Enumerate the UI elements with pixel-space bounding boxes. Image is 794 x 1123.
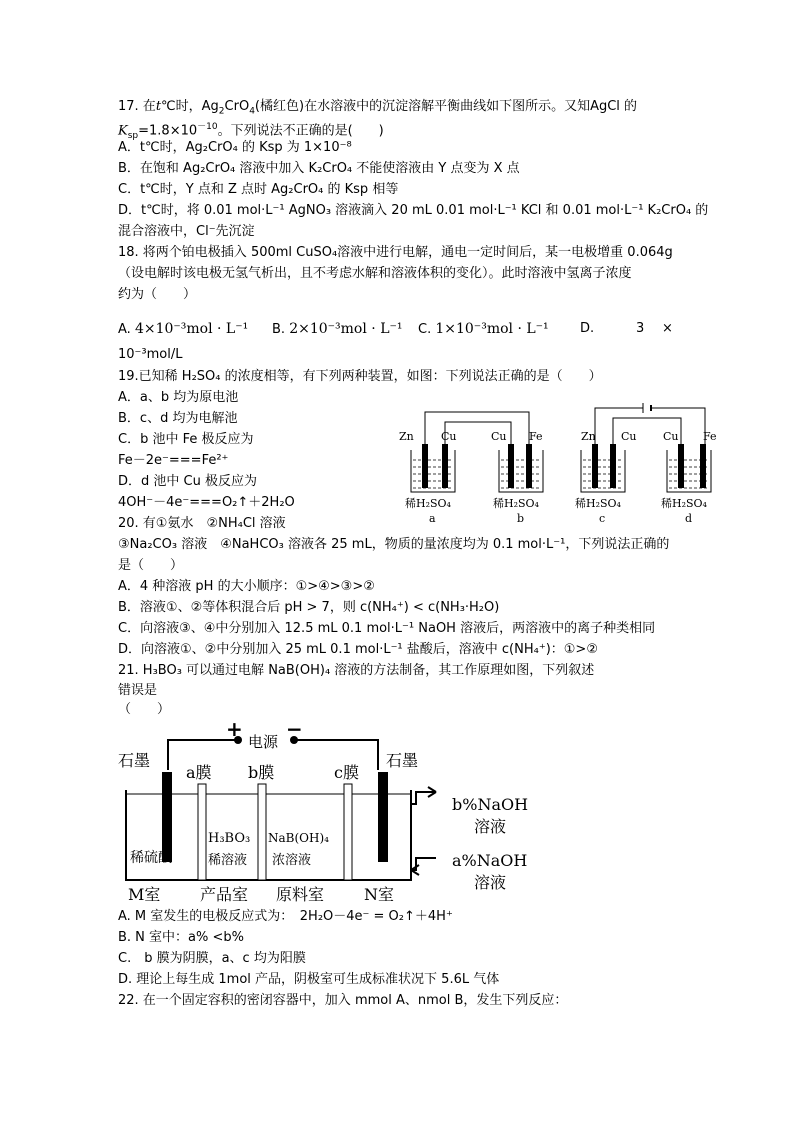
b-solution-label: 溶液 xyxy=(474,817,507,836)
label-fe-d: Fe xyxy=(703,430,717,443)
q18-option-a: A. 4×10⁻³mol · L⁻¹ xyxy=(118,321,249,337)
q18-option-d-times: × xyxy=(662,321,673,336)
b-membrane-label: b膜 xyxy=(248,763,275,782)
q18-stem-line2: （设电解时该电极无氢气析出，且不考虑水解和溶液体积的变化）。此时溶液中氢离子浓度 xyxy=(118,266,632,281)
power-plus: + xyxy=(226,720,243,741)
a-solution-label: 溶液 xyxy=(474,873,507,892)
q18-stem-line1: 18. 将两个铂电极插入 500ml CuSO₄溶液中进行电解，通电一定时间后，某一电极增重 0.064g xyxy=(118,245,673,260)
q19-stem: 19.已知稀 H₂SO₄ 的浓度相等，有下列两种装置，如图：下列说法正确的是（ ） xyxy=(118,369,602,384)
q17-option-d-line2: 混合溶液中，Cl⁻先沉淀 xyxy=(118,224,255,239)
q21-option-b: B. N 室中：a% <b% xyxy=(118,930,244,945)
q20-stem-line3: 是（ ） xyxy=(118,558,184,573)
q19-cells-figure xyxy=(395,400,735,530)
q19-option-c-line2: Fe－2e⁻===Fe²⁺ xyxy=(118,453,229,468)
q18-option-c: C. 1×10⁻³mol · L⁻¹ xyxy=(418,321,549,337)
label-acid-d: 稀H₂SO₄ xyxy=(661,497,707,510)
label-acid-c: 稀H₂SO₄ xyxy=(575,497,621,510)
q19-option-d-line1: D．d 池中 Cu 极反应为 xyxy=(118,474,257,489)
q18-option-d-coef: 3 xyxy=(636,321,645,336)
label-cu-b: Cu xyxy=(491,430,507,443)
a-membrane-label: a膜 xyxy=(186,763,212,782)
q17-option-a: A．t℃时，Ag₂CrO₄ 的 Ksp 为 1×10⁻⁸ xyxy=(118,140,352,155)
dilute-acid-label: 稀硫酸 xyxy=(130,850,172,866)
q19-option-b: B．c、d 均为电解池 xyxy=(118,411,238,426)
q21-stem-line3: （ ） xyxy=(118,702,171,717)
q20-option-d: D．向溶液①、②中分别加入 25 mL 0.1 mol·L⁻¹ 盐酸后，溶液中 c(NH₄⁺)：①>② xyxy=(118,642,598,657)
q17-option-c: C．t℃时，Y 点和 Z 点时 Ag₂CrO₄ 的 Ksp 相等 xyxy=(118,182,399,197)
power-label: 电源 xyxy=(248,733,279,751)
q19-option-a: A．a、b 均为原电池 xyxy=(118,390,239,405)
q18-option-b: B. 2×10⁻³mol · L⁻¹ xyxy=(272,321,403,337)
a-naoh-label: a%NaOH xyxy=(452,851,528,870)
q20-option-c: C．向溶液③、④中分别加入 12.5 mL 0.1 mol·L⁻¹ NaOH 溶液后，两溶液中的离子种类相同 xyxy=(118,621,656,636)
q21-electrolysis-figure xyxy=(116,720,556,905)
q22-stem-line1: 22. 在一个固定容积的密闭容器中，加入 mmol A、nmol B，发生下列反应： xyxy=(118,993,568,1008)
q18-option-d-power: 10⁻³mol/L xyxy=(118,347,183,362)
label-cell-d: d xyxy=(685,512,693,525)
label-zn-c: Zn xyxy=(581,430,596,443)
product-room-label: 产品室 xyxy=(200,885,249,904)
label-cell-c: c xyxy=(599,512,606,525)
q18-stem-line3: 约为（ ） xyxy=(118,287,197,302)
q20-stem-line1: 20. 有①氨水 ②NH₄Cl 溶液 xyxy=(118,516,286,531)
c-membrane-label: c膜 xyxy=(334,763,359,782)
label-cu-d: Cu xyxy=(663,430,679,443)
q19-option-d-line2: 4OH⁻－4e⁻===O₂↑＋2H₂O xyxy=(118,495,295,510)
power-minus: − xyxy=(286,720,303,741)
q21-option-c: C. b 膜为阴膜，a、c 均为阳膜 xyxy=(118,951,306,966)
q17-option-d-line1: D．t℃时，将 0.01 mol·L⁻¹ AgNO₃ 溶液滴入 20 mL 0.01 mol·L⁻¹ KCl 和 0.01 mol·L⁻¹ K₂CrO₄ 的 xyxy=(118,203,709,218)
q18-option-d: D. xyxy=(580,321,595,336)
label-cu-a: Cu xyxy=(441,430,457,443)
m-room-label: M室 xyxy=(128,885,161,904)
q17-stem-line2: $K_{sp}=1.8\times 10^{-10}$。下列说法不正确的是( ) xyxy=(118,122,384,141)
q20-option-b: B．溶液①、②等体积混合后 pH > 7，则 c(NH₄⁺) < c(NH₃·H₂O) xyxy=(118,600,500,615)
label-cu-c: Cu xyxy=(621,430,637,443)
n-room-label: N室 xyxy=(364,885,395,904)
q17-option-b: B．在饱和 Ag₂CrO₄ 溶液中加入 K₂CrO₄ 不能使溶液由 Y 点变为 X 点 xyxy=(118,161,520,176)
graphite-left-label: 石墨 xyxy=(118,751,151,770)
label-zn-a: Zn xyxy=(399,430,414,443)
h3bo3-label: H₃BO₃ xyxy=(208,831,251,846)
q17-stem-line1: 17. 在t℃时，$Ag_2CrO_4$(橘红色)在水溶液中的沉淀溶解平衡曲线如下图所示。又知AgCl 的 xyxy=(118,99,638,117)
raw-room-label: 原料室 xyxy=(276,885,325,904)
label-acid-b: 稀H₂SO₄ xyxy=(493,497,539,510)
graphite-right-label: 石墨 xyxy=(386,751,419,770)
q20-option-a: A．4 种溶液 pH 的大小顺序：①>④>③>② xyxy=(118,579,375,594)
q20-stem-line2: ③Na₂CO₃ 溶液 ④NaHCO₃ 溶液各 25 mL，物质的量浓度均为 0.1 mol·L⁻¹，下列说法正确的 xyxy=(118,537,670,552)
label-acid-a: 稀H₂SO₄ xyxy=(405,497,451,510)
label-fe-b: Fe xyxy=(529,430,543,443)
b-naoh-label: b%NaOH xyxy=(452,795,529,814)
label-cell-b: b xyxy=(517,512,525,525)
dilute-solution-label: 稀溶液 xyxy=(208,853,248,868)
q21-option-d: D. 理论上每生成 1mol 产品，阴极室可生成标准状况下 5.6L 气体 xyxy=(118,972,500,987)
conc-solution-label: 浓溶液 xyxy=(272,853,312,868)
q21-stem-line1: 21. H₃BO₃ 可以通过电解 NaB(OH)₄ 溶液的方法制备，其工作原理如图，下列叙述 xyxy=(118,663,595,678)
q19-option-c-line1: C．b 池中 Fe 极反应为 xyxy=(118,432,254,447)
q21-stem-line2: 错误是 xyxy=(118,683,158,698)
nabo-label: NaB(OH)₄ xyxy=(268,831,329,845)
q21-option-a: A. M 室发生的电极反应式为： 2H₂O－4e⁻ = O₂↑＋4H⁺ xyxy=(118,909,453,924)
label-cell-a: a xyxy=(429,512,436,525)
